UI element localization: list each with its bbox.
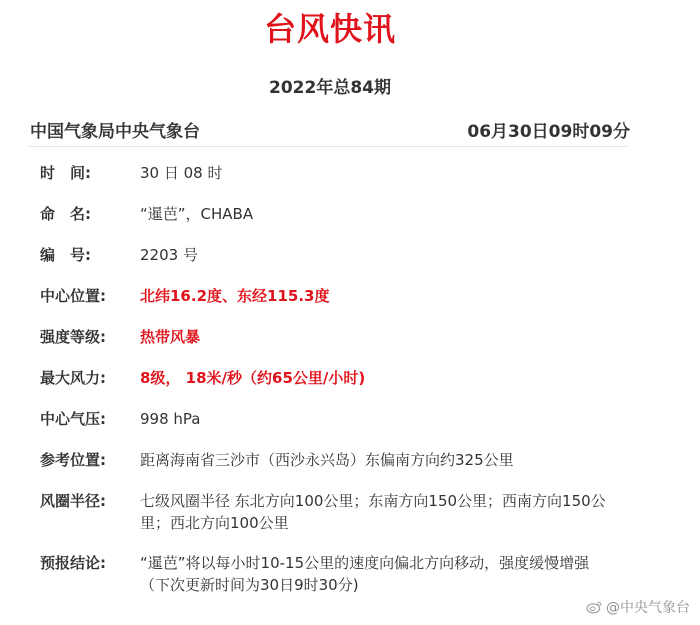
row-label: 中心气压: — [40, 410, 106, 428]
weibo-icon — [585, 600, 603, 614]
header-divider — [28, 146, 628, 147]
row-label: 参考位置: — [40, 451, 106, 469]
row-label: 预报结论: — [40, 554, 106, 572]
row-label: 风圈半径: — [40, 492, 106, 510]
page-title: 台风快讯 — [263, 10, 396, 48]
row-label: 中心位置: — [40, 287, 106, 305]
row-value: 七级风圈半径 东北方向100公里；东南方向150公里；西南方向150公里；西北方向100公里 — [140, 492, 606, 532]
watermark-text: @中央气象台 — [606, 600, 690, 616]
row-value: 距离海南省三沙市（西沙永兴岛）东偏南方向约325公里 — [140, 451, 514, 469]
row-value: 热带风暴 — [140, 328, 201, 346]
row-value: 998 hPa — [140, 410, 201, 428]
forecast-text: “暹芭”将以每小时10-15公里的速度向偏北方向移动，强度缓慢增强 — [140, 554, 590, 572]
row-value: “暹芭”，CHABA — [140, 205, 254, 223]
row-label: 时 间: — [40, 164, 91, 182]
issue-number: 2022年总84期 — [269, 78, 391, 98]
issue-time: 06月30日09时09分 — [467, 122, 630, 142]
row-value: 2203 号 — [140, 246, 198, 264]
row-label: 强度等级: — [40, 328, 106, 346]
row-value: 30 日 08 时 — [140, 164, 223, 182]
row-value: 8级， 18米/秒（约65公里/小时) — [140, 369, 366, 387]
row-label: 编 号: — [40, 246, 91, 264]
issuer-name: 中国气象局中央气象台 — [30, 122, 200, 142]
row-value — [140, 552, 625, 596]
row-label: 命 名: — [40, 205, 91, 223]
row-label: 最大风力: — [40, 369, 106, 387]
forecast-update-note: （下次更新时间为30日9时30分) — [140, 576, 359, 594]
row-value: 北纬16.2度、东经115.3度 — [140, 287, 330, 305]
weibo-watermark — [585, 597, 690, 617]
